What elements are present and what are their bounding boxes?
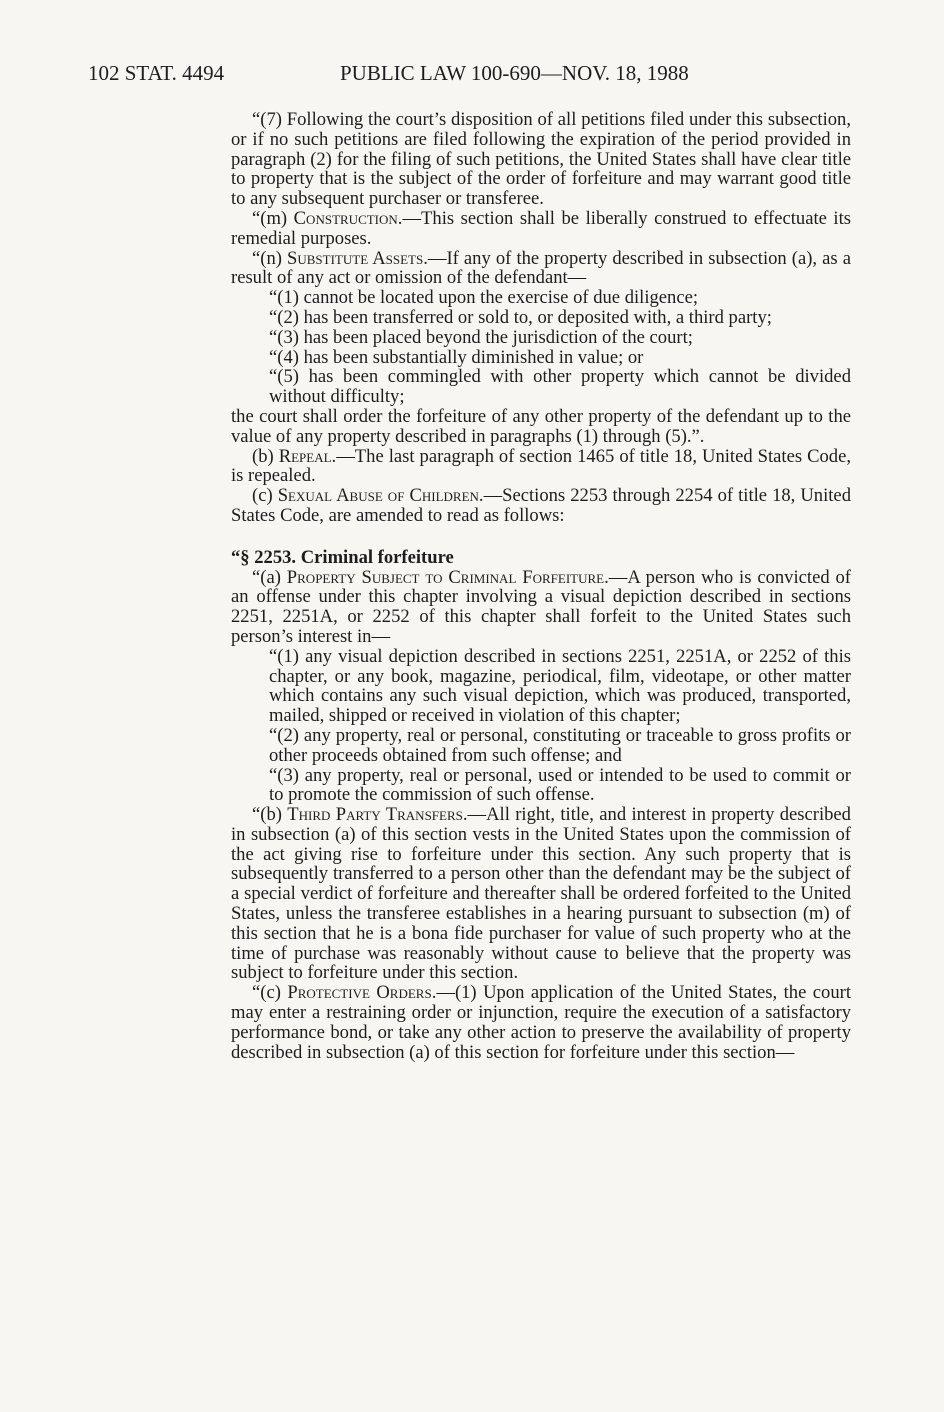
subsection-b-caption: Third Party Transfers xyxy=(287,804,463,826)
list-item: “(3) any property, real or personal, used or intended to be used to commit or to promote the commission of such offense. xyxy=(269,764,851,806)
subsection-c-text: .—(1) Upon application of the United States, the court may enter a restraining order or injunction, require the execution of a satisfactory performance bond, or take any other action to preserve the availability of property described in subsection (a) of this section for forfeiture under this section— xyxy=(231,982,851,1063)
paragraph-b-lead: (b) xyxy=(252,445,279,467)
paragraph-m xyxy=(231,209,851,249)
document-body xyxy=(231,110,851,1062)
paragraph-m-text: .—This section shall be liberally construed to effectuate its remedial purposes. xyxy=(231,207,851,249)
subsection-c xyxy=(231,983,851,1062)
paragraph-c-lead: (c) xyxy=(252,485,278,507)
list-item: “(3) has been placed beyond the jurisdiction of the court; xyxy=(269,326,693,348)
paragraph-b-caption: Repeal xyxy=(278,445,332,467)
paragraph-n-lead: “(n) xyxy=(252,247,288,269)
paragraph-c-caption: Sexual Abuse of Children xyxy=(277,485,479,507)
paragraph-n xyxy=(231,249,851,289)
list-item: “(2) has been transferred or sold to, or deposited with, a third party; xyxy=(269,306,772,328)
subsection-a xyxy=(231,568,851,647)
paragraph-n-caption: Substitute Assets xyxy=(287,247,424,269)
list-item: “(1) cannot be located upon the exercise of due diligence; xyxy=(269,287,699,309)
paragraph-b xyxy=(231,447,851,487)
paragraph-m-lead: “(m) xyxy=(252,207,294,229)
subsection-a-caption: Property Subject to Criminal Forfeiture xyxy=(286,566,605,588)
subsection-c-lead: “(c) xyxy=(252,982,288,1004)
paragraph-b-text: .—The last paragraph of section 1465 of title 18, United States Code, is repealed. xyxy=(231,445,851,487)
public-law-reference: PUBLIC LAW 100-690—NOV. 18, 1988 xyxy=(340,61,689,85)
paragraph-c-text: .—Sections 2253 through 2254 of title 18, United States Code, are amended to read as follows: xyxy=(231,485,851,526)
paragraph-c xyxy=(231,486,851,526)
subsection-a-lead: “(a) xyxy=(252,566,287,588)
list-item: “(1) any visual depiction described in sections 2251, 2251A, or 2252 of this chapter, or any book, magazine, periodical, film, videotape, or other matter which contains any such visual depiction, which was produced, transported, mailed, shipped or received in violation of this chapter; xyxy=(269,645,851,727)
section-spacer xyxy=(231,526,851,548)
statute-page-reference: 102 STAT. 4494 xyxy=(88,61,225,85)
paragraph-7: “(7) Following the court’s disposition of all petitions filed under this subsection, or if no such petitions are filed following the expiration of the period provided in paragraph (2) for the filing of such petitions, the United States shall have clear title to property that is the subject of the order of forfeiture and may warrant good title to any subsequent purchaser or transferee. xyxy=(231,109,851,210)
paragraph-n-closing: the court shall order the forfeiture of any other property of the defendant up to the value of any property described in paragraphs (1) through (5).”. xyxy=(231,405,851,447)
paragraph-m-caption: Construction xyxy=(293,207,398,229)
subsection-c-caption: Protective Orders xyxy=(287,982,432,1004)
page-header xyxy=(88,58,864,88)
subsection-b xyxy=(231,805,851,983)
paragraph-n-text: .—If any of the property described in subsection (a), as a result of any act or omission of the defendant— xyxy=(231,247,851,289)
list-item: “(4) has been substantially diminished in value; or xyxy=(269,346,644,368)
section-heading: “§ 2253. Criminal forfeiture xyxy=(231,546,454,568)
list-item: “(2) any property, real or personal, constituting or traceable to gross profits or other proceeds obtained from such offense; and xyxy=(269,724,851,766)
subsection-a-text: .—A person who is convicted of an offense under this chapter involving a visual depiction described in sections 2251, 2251A, or 2252 of this chapter shall forfeit to the United States such person’s interest in— xyxy=(231,566,851,647)
list-item: “(5) has been commingled with other property which cannot be divided without difficulty; xyxy=(269,366,851,408)
subsection-b-lead: “(b) xyxy=(252,804,288,826)
subsection-b-text: .—All right, title, and interest in property described in subsection (a) of this section vests in the United States upon the commission of the act giving rise to forfeiture under this section. Any such property that is subsequently transferred to a person other than the defendant may be the subject of a special verdict of forfeiture and thereafter shall be ordered forfeited to the United States, unless the transferee establishes in a hearing pursuant to subsection (m) of this section that he is a bona fide purchaser for value of such property who at the time of purchase was reasonably without cause to believe that the property was subject to forfeiture under this section. xyxy=(231,804,851,984)
